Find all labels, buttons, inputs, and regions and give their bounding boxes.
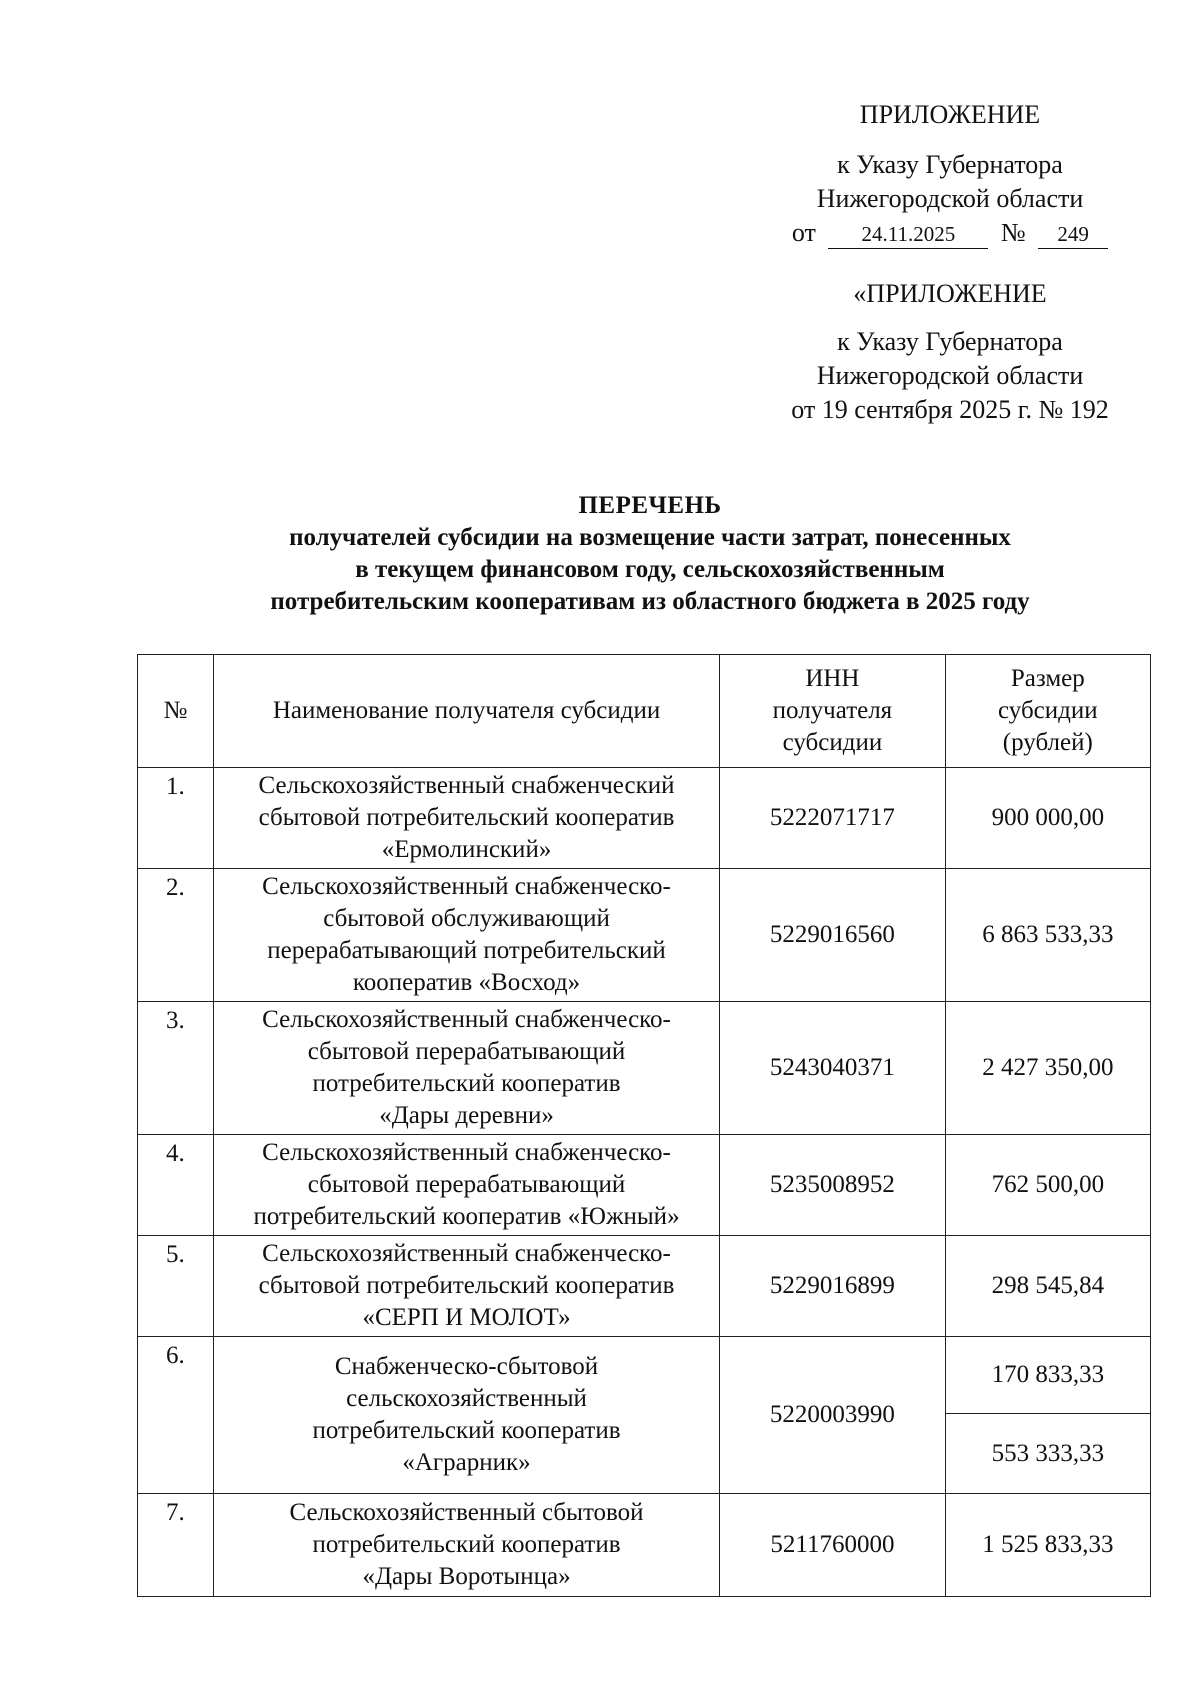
list-title-main: ПЕРЕЧЕНЬ — [578, 492, 722, 519]
recipient-name-line: сельскохозяйственный — [346, 1385, 587, 1412]
table-row — [138, 1236, 1151, 1337]
appendix-line-1: к Указу Губернатора — [837, 150, 1063, 179]
subsidy-amount: 1 525 833,33 — [945, 1494, 1150, 1597]
recipient-inn: 5222071717 — [720, 768, 945, 869]
list-title-line-2: в текущем финансовом году, сельскохозяйственным — [355, 556, 945, 583]
header-name: Наименование получателя субсидии — [213, 655, 719, 768]
table-row — [138, 869, 1151, 1002]
subsidy-amount: 762 500,00 — [945, 1135, 1150, 1236]
header-num: № — [138, 655, 214, 768]
recipient-name-line: Сельскохозяйственный снабженческо- — [262, 873, 671, 900]
header-amount — [945, 655, 1150, 768]
table-row — [138, 1494, 1151, 1597]
header-amount-line: (рублей) — [1002, 729, 1093, 756]
recipient-inn: 5229016899 — [720, 1236, 945, 1337]
recipient-name-line: «Аграрник» — [402, 1449, 531, 1476]
recipient-name — [213, 768, 719, 869]
recipient-name-line: «Дары деревни» — [379, 1102, 554, 1129]
appendix-title: ПРИЛОЖЕНИЕ — [859, 100, 1041, 129]
subsidy-amount: 6 863 533,33 — [945, 869, 1150, 1002]
table-row — [138, 768, 1151, 869]
original-appendix-title: «ПРИЛОЖЕНИЕ — [853, 279, 1047, 308]
recipient-name-line: сбытовой обслуживающий — [323, 905, 610, 932]
table-row — [138, 1002, 1151, 1135]
header-amount-line: субсидии — [998, 697, 1098, 724]
header-inn-line: получателя — [772, 697, 893, 724]
recipient-name-line: кооператив «Восход» — [352, 969, 581, 996]
recipient-name-line: Сельскохозяйственный снабженческо- — [262, 1240, 671, 1267]
recipient-name-line: перерабатывающий потребительский — [267, 937, 666, 964]
original-appendix-header — [720, 277, 1180, 427]
row-num: 4. — [138, 1135, 214, 1236]
decree-date: 24.11.2025 — [828, 220, 988, 249]
date-prefix: от — [791, 218, 816, 247]
appendix-header — [720, 98, 1180, 250]
recipient-name-line: сбытовой перерабатывающий — [307, 1038, 626, 1065]
list-title — [130, 490, 1170, 618]
recipient-name — [213, 1236, 719, 1337]
recipient-inn: 5220003990 — [720, 1337, 945, 1494]
recipient-inn: 5211760000 — [720, 1494, 945, 1597]
recipient-name — [213, 1494, 719, 1597]
header-inn — [720, 655, 945, 768]
recipient-name-line: Сельскохозяйственный снабженческий — [258, 772, 675, 799]
original-appendix-line-1: к Указу Губернатора — [837, 327, 1063, 356]
list-title-line-1: получателей субсидии на возмещение части затрат, понесенных — [289, 524, 1011, 551]
subsidy-amount: 553 333,33 — [945, 1414, 1150, 1494]
subsidy-amount: 170 833,33 — [945, 1337, 1150, 1414]
recipient-name-line: «Ермолинский» — [381, 836, 552, 863]
recipient-name — [213, 869, 719, 1002]
recipient-name-line: «СЕРП И МОЛОТ» — [362, 1304, 571, 1331]
recipient-name-line: Снабженческо-сбытовой — [334, 1353, 599, 1380]
row-num: 5. — [138, 1236, 214, 1337]
decree-number: 249 — [1038, 220, 1108, 249]
row-num: 1. — [138, 768, 214, 869]
recipient-name — [213, 1135, 719, 1236]
recipient-name-line: сбытовой перерабатывающий — [307, 1171, 626, 1198]
row-num: 3. — [138, 1002, 214, 1135]
recipient-name-line: Сельскохозяйственный сбытовой — [289, 1499, 644, 1526]
number-sign: № — [1000, 218, 1026, 247]
recipient-name-line: сбытовой потребительский кооператив — [258, 804, 675, 831]
list-title-line-3: потребительским кооперативам из областного бюджета в 2025 году — [270, 588, 1030, 615]
table-header-row — [138, 655, 1151, 768]
original-appendix-line-3: от 19 сентября 2025 г. № 192 — [791, 395, 1109, 424]
row-num: 6. — [138, 1337, 214, 1494]
recipient-name-line: «Дары Воротынца» — [362, 1563, 571, 1590]
recipient-name-line: сбытовой потребительский кооператив — [258, 1272, 675, 1299]
recipient-name — [213, 1002, 719, 1135]
header-inn-line: субсидии — [782, 729, 883, 756]
table-row — [138, 1337, 1151, 1414]
recipient-inn: 5243040371 — [720, 1002, 945, 1135]
row-num: 2. — [138, 869, 214, 1002]
original-appendix-line-2: Нижегородской области — [816, 361, 1084, 390]
subsidy-table — [137, 654, 1151, 1597]
recipient-name-line: потребительский кооператив — [312, 1531, 621, 1558]
header-amount-line: Размер — [1010, 665, 1085, 692]
row-num: 7. — [138, 1494, 214, 1597]
recipient-name-line: потребительский кооператив — [312, 1417, 621, 1444]
subsidy-amount: 900 000,00 — [945, 768, 1150, 869]
appendix-line-2: Нижегородской области — [816, 184, 1084, 213]
subsidy-amount: 2 427 350,00 — [945, 1002, 1150, 1135]
recipient-inn: 5229016560 — [720, 869, 945, 1002]
recipient-name-line: Сельскохозяйственный снабженческо- — [262, 1006, 671, 1033]
recipient-name-line: Сельскохозяйственный снабженческо- — [262, 1139, 671, 1166]
recipient-name — [213, 1337, 719, 1494]
recipient-name-line: потребительский кооператив — [312, 1070, 621, 1097]
appendix-date-line — [720, 216, 1180, 250]
subsidy-amount: 298 545,84 — [945, 1236, 1150, 1337]
header-inn-line: ИНН — [805, 665, 860, 692]
table-row — [138, 1135, 1151, 1236]
recipient-inn: 5235008952 — [720, 1135, 945, 1236]
recipient-name-line: потребительский кооператив «Южный» — [253, 1203, 680, 1230]
